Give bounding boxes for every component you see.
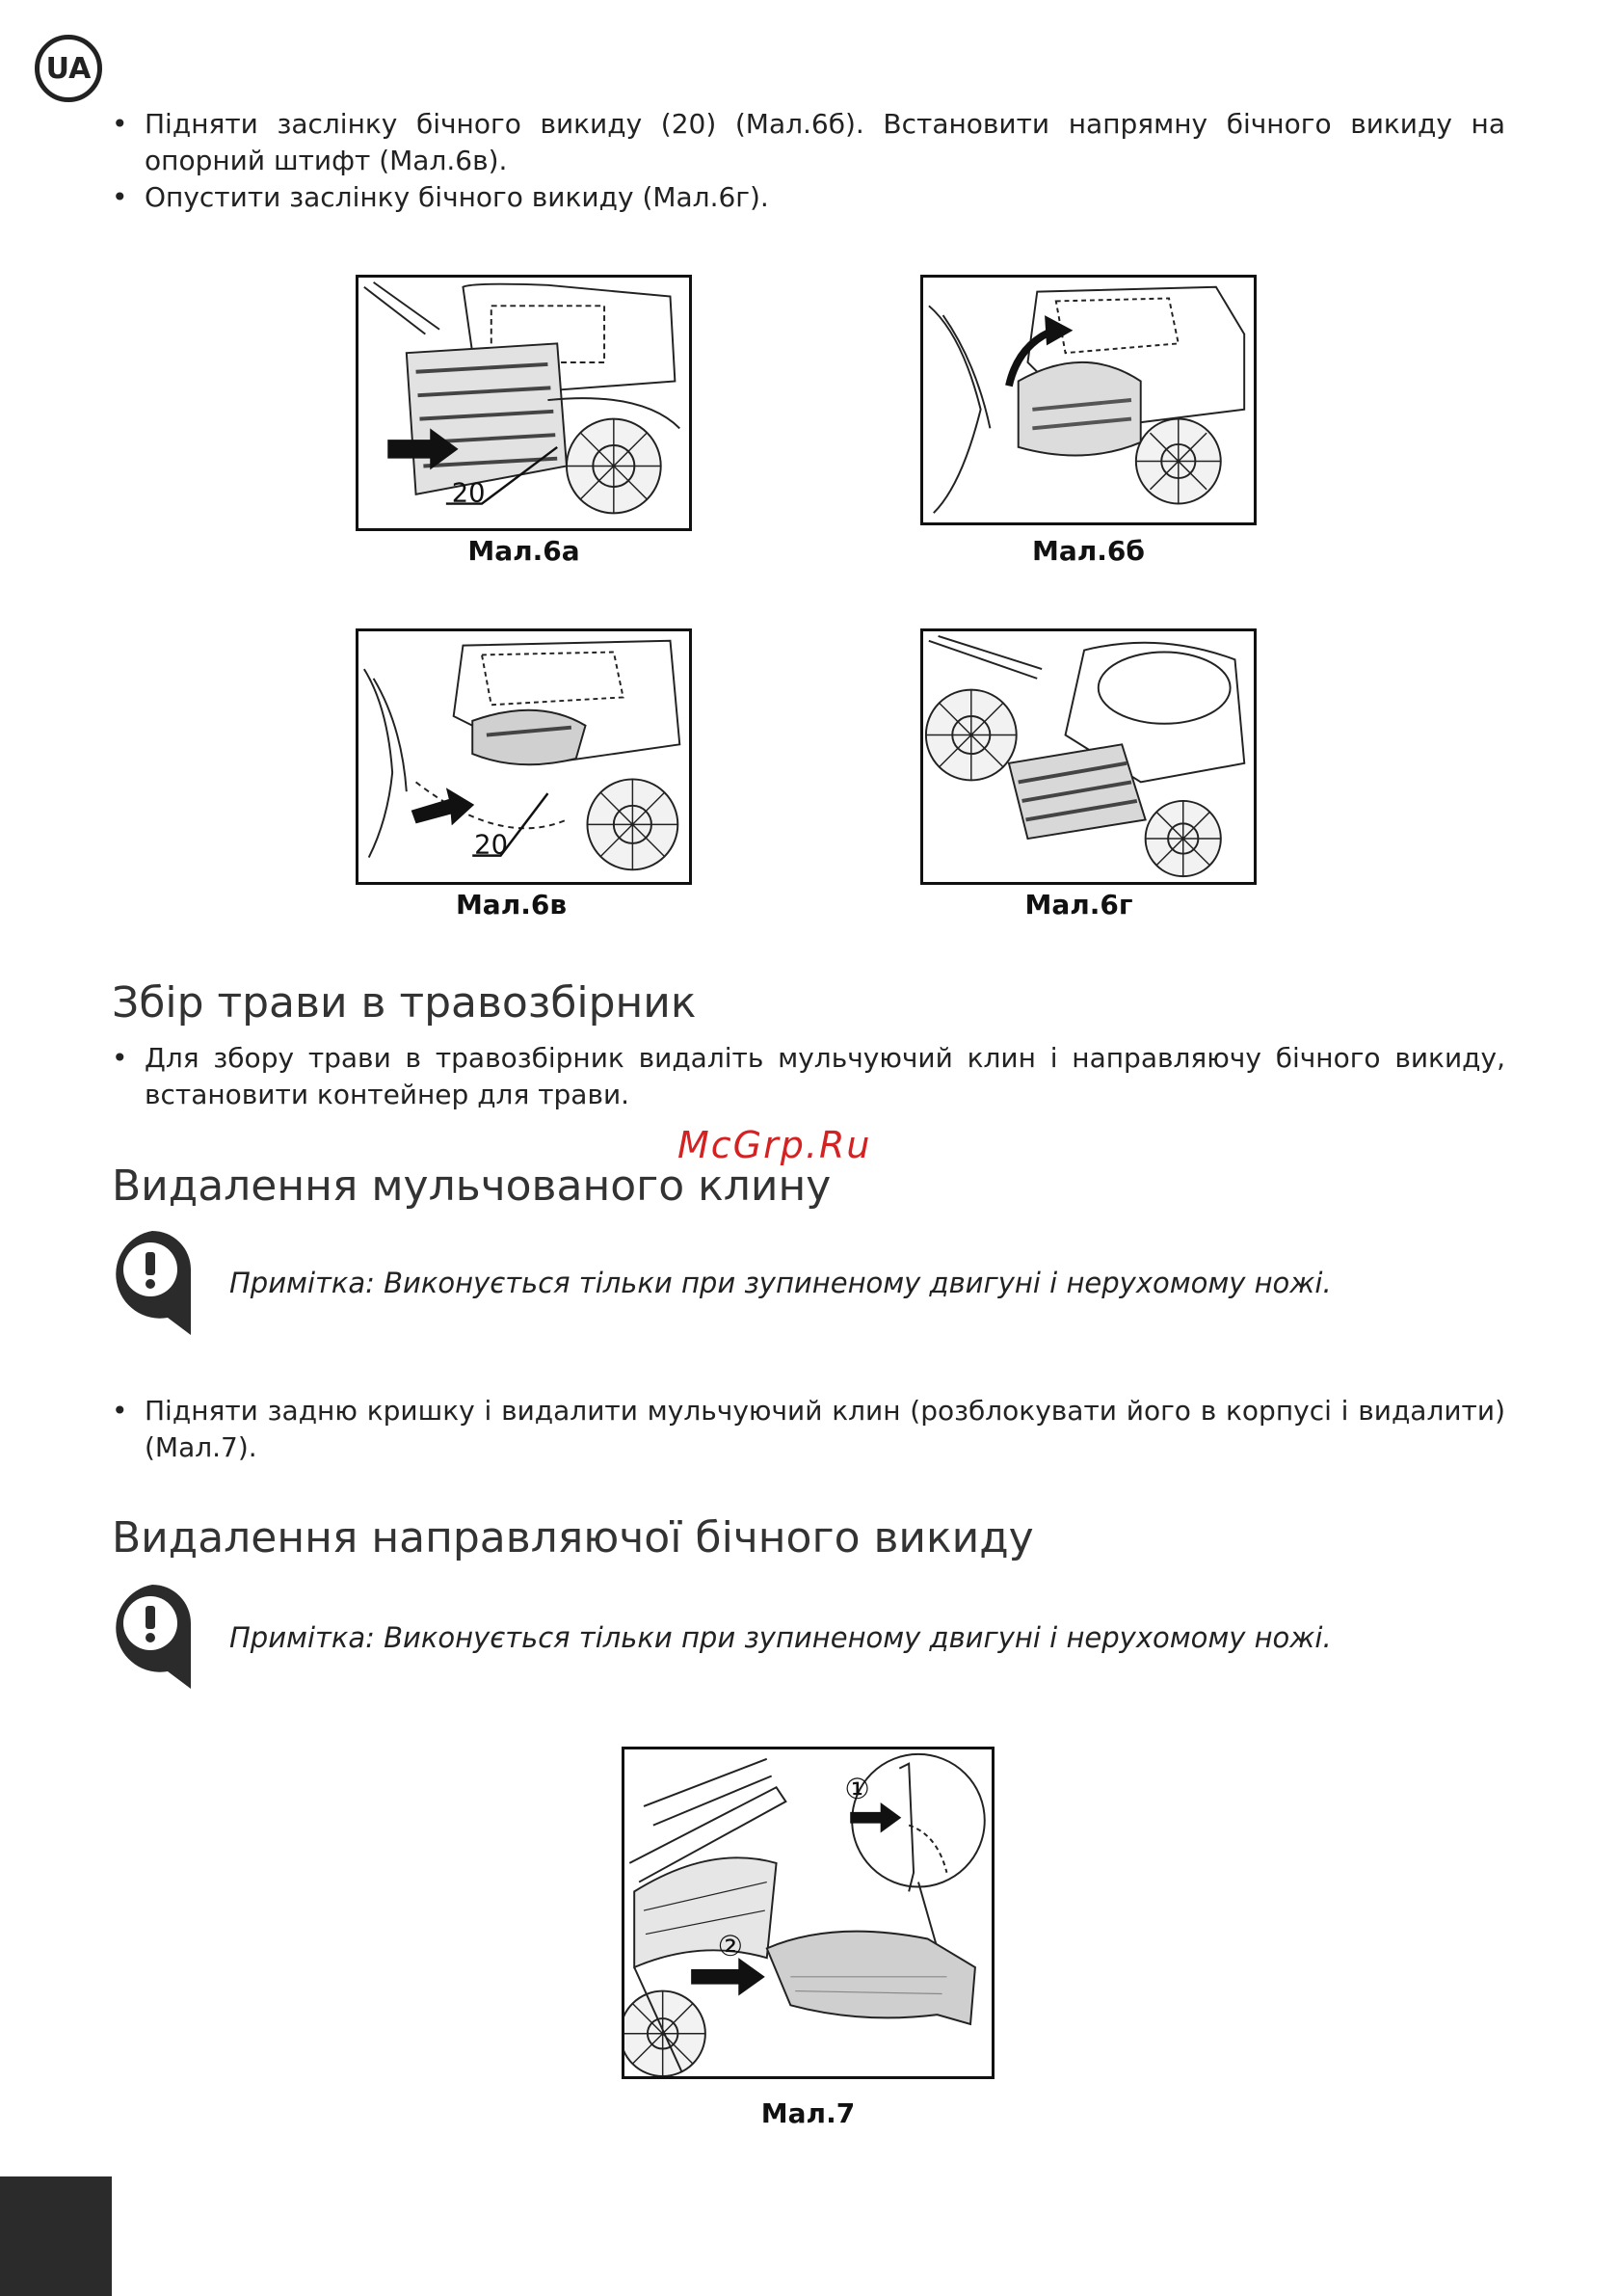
- callout-20: 20: [474, 830, 509, 861]
- figure-6b: [920, 275, 1257, 525]
- section-heading-grass-collection: Збір трави в травозбірник: [112, 978, 697, 1028]
- mower-illustration: [923, 631, 1254, 882]
- list-item: • Для збору трави в травозбірник видаліть мульчуючий клин і направляючу бічного викиду, встановити контейнер для трави.: [112, 1040, 1505, 1113]
- mulch-plug-illustration: [624, 1749, 992, 2076]
- figure-6c: [356, 628, 692, 885]
- note-text: Примітка: Виконується тільки при зупиненому двигуні і нерухомому ножі.: [229, 1621, 1332, 1654]
- list-item: • Підняти заслінку бічного викиду (20) (Мал.6б). Встановити напрямну бічного викиду на опорний штифт (Мал.6в).: [112, 106, 1505, 179]
- list-item: • Опустити заслінку бічного викиду (Мал.6г).: [112, 179, 1505, 216]
- step-1-marker: ①: [844, 1773, 870, 1806]
- caption-fig-7: Мал.7: [760, 2097, 856, 2129]
- caption-fig-6d: Мал.6г: [1024, 889, 1133, 921]
- mower-illustration: [358, 278, 689, 528]
- caption-fig-6a: Мал.6а: [467, 535, 580, 567]
- callout-20: 20: [451, 478, 486, 509]
- page-corner-block: [0, 2176, 112, 2296]
- figure-6d: [920, 628, 1257, 885]
- note-text: Примітка: Виконується тільки при зупиненому двигуні і нерухомому ножі.: [229, 1267, 1332, 1299]
- intro-bullet-list: [112, 106, 1505, 216]
- mulch-removal-bullet-list: [112, 1393, 1505, 1466]
- language-badge: UA: [35, 35, 102, 102]
- figure-6a: [356, 275, 692, 531]
- caption-fig-6c: Мал.6в: [455, 889, 568, 921]
- list-item: • Підняти задню кришку і видалити мульчуючий клин (розблокувати його в корпусі і видалити) (Мал.7).: [112, 1393, 1505, 1466]
- exclamation-pin-icon: [112, 1229, 193, 1337]
- section-heading-mulch-removal: Видалення мульчованого клину: [112, 1161, 832, 1211]
- mower-illustration: [358, 631, 689, 882]
- mower-illustration: [923, 278, 1254, 522]
- grass-collection-bullet-list: [112, 1040, 1505, 1113]
- step-2-marker: ②: [717, 1930, 744, 1963]
- exclamation-pin-icon: [112, 1583, 193, 1691]
- watermark: McGrp.Ru: [677, 1124, 872, 1166]
- caption-fig-6b: Мал.6б: [1032, 535, 1145, 567]
- figure-7: [622, 1747, 995, 2079]
- section-heading-side-guide-removal: Видалення направляючої бічного викиду: [112, 1513, 1034, 1562]
